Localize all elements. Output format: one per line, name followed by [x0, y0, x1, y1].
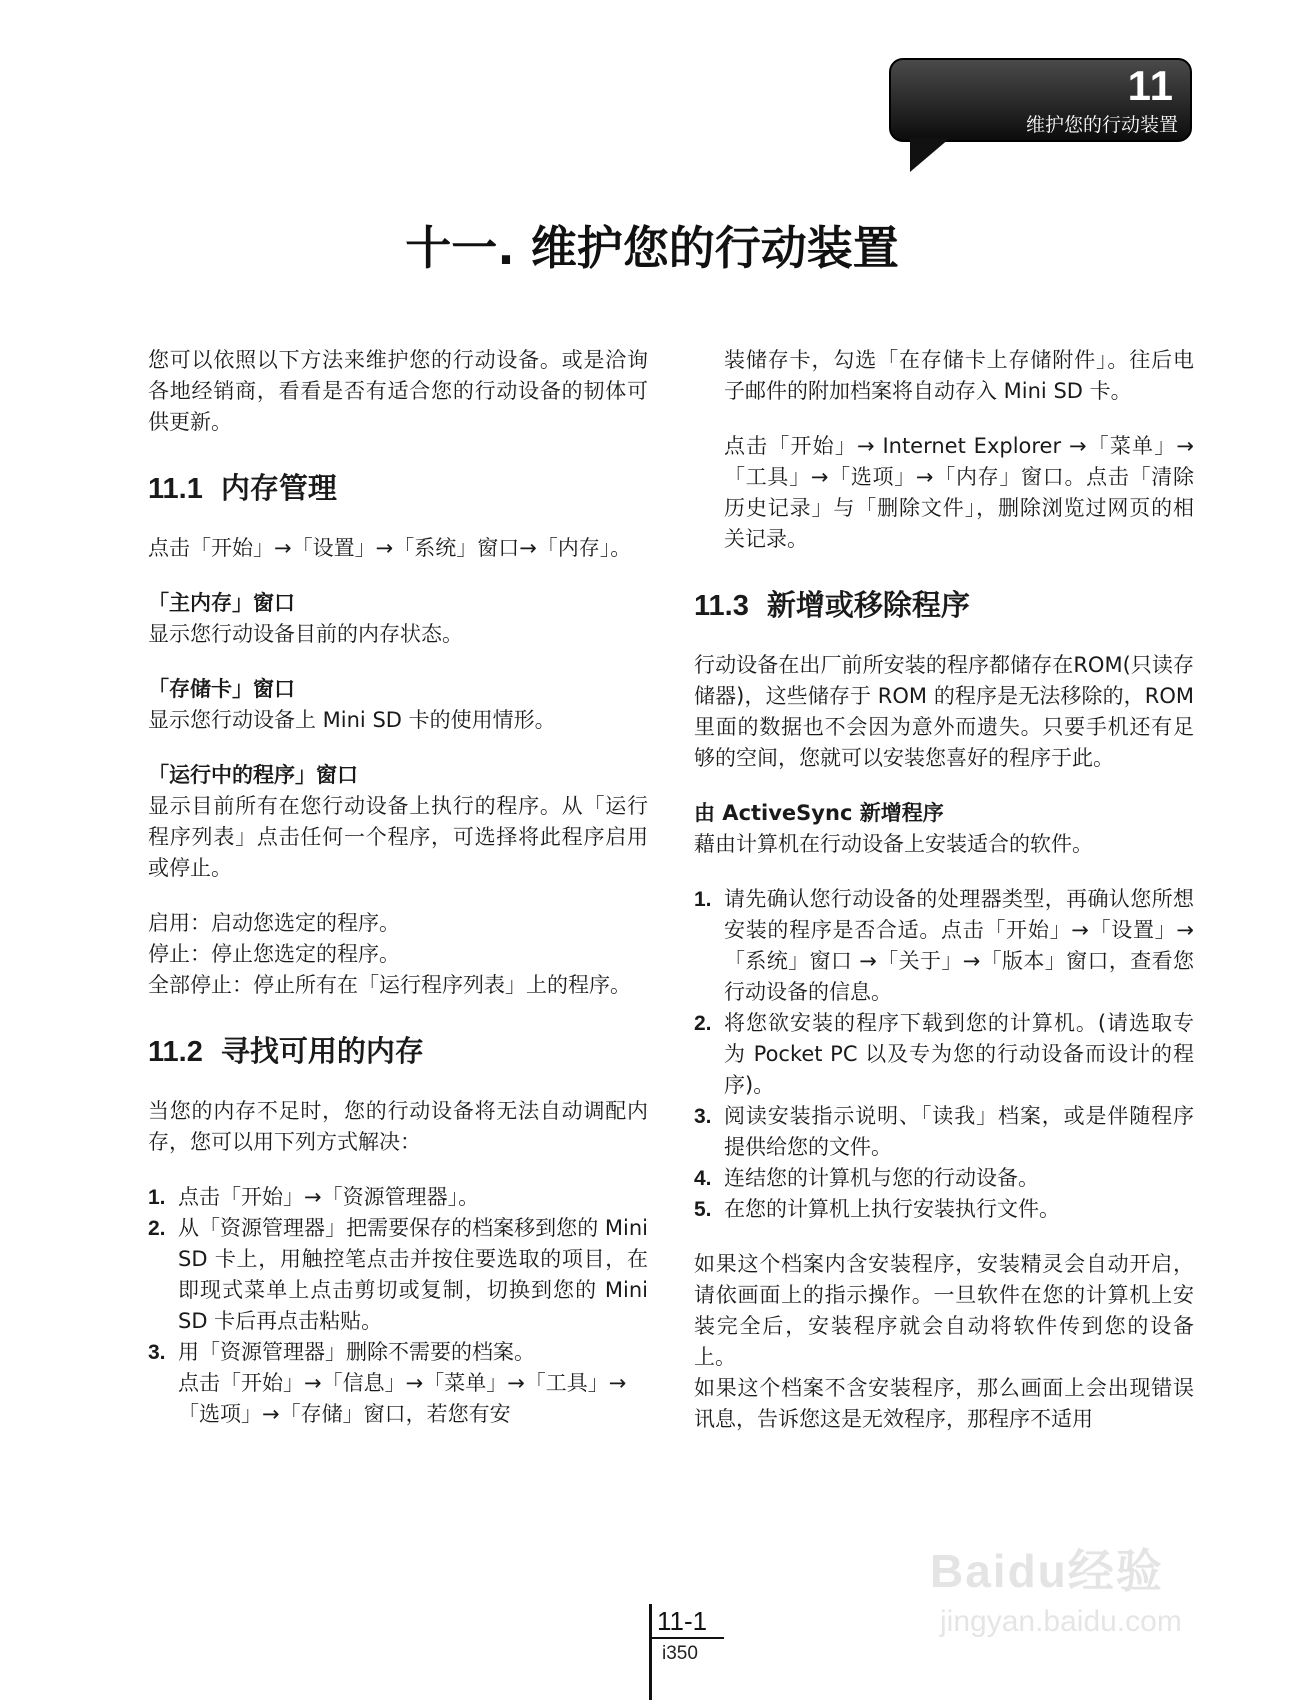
footer-divider — [649, 1604, 652, 1700]
chapter-label: 维护您的行动装置 — [1025, 114, 1178, 136]
page-number: 11-1 — [657, 1606, 708, 1636]
list-item: 3. 用「资源管理器」删除不需要的档案。 点击「开始」→「信息」→「菜单」→「工具」→「选项」→「存储」窗口，若您有安 — [148, 1340, 627, 1426]
find-memory-intro: 当您的内存不足时，您的行动设备将无法自动调配内存，您可以用下列方式解决： — [148, 1099, 648, 1154]
model-name: i350 — [662, 1643, 698, 1664]
add-remove-intro: 行动设备在出厂前所安装的程序都储存在ROM(只读存储器)，这些储存于 ROM 的程序是无法移除的，ROM 里面的数据也不会因为意外而遗失。只要手机还有足够的空间，您就可以安装您喜好的程序于此。 — [694, 653, 1194, 770]
watermark-logo: Baidu经验 — [930, 1545, 1164, 1597]
chapter-badge — [889, 58, 1192, 142]
storage-continuation: 装储存卡，勾选「在存储卡上存储附件」。往后电子邮件的附加档案将自动存入 Mini SD 卡。 — [724, 348, 1194, 403]
activesync-desc: 藉由计算机在行动设备上安装适合的软件。 — [694, 832, 1093, 856]
list-item: 1. 点击「开始」→「资源管理器」。 — [148, 1185, 480, 1209]
chapter-badge-tail — [910, 138, 950, 172]
activate-desc: 启用：启动您选定的程序。 — [148, 911, 400, 935]
right-column — [694, 345, 1194, 1435]
main-memory-title: 「主内存」窗口 — [148, 591, 295, 615]
list-item: 1. 请先确认您行动设备的处理器类型，再确认您所想安装的程序是否合适。点击「开始」→「设置」→「系统」窗口 →「关于」→「版本」窗口，查看您行动设备的信息。 — [694, 887, 1194, 1004]
running-programs-title: 「运行中的程序」窗口 — [148, 763, 358, 787]
list-item: 3. 阅读安装指示说明、「读我」档案，或是伴随程序提供给您的文件。 — [694, 1104, 1194, 1159]
find-memory-steps — [148, 1182, 648, 1430]
page-title: 十一. 维护您的行动装置 — [405, 221, 899, 275]
footer-rule — [652, 1637, 724, 1639]
left-column — [148, 345, 648, 1430]
stop-desc: 停止：停止您选定的程序。 — [148, 942, 400, 966]
intro-paragraph: 您可以依照以下方法来维护您的行动设备。或是洽询各地经销商，看看是否有适合您的行动设备的韧体可供更新。 — [148, 348, 648, 434]
stop-all-desc: 全部停止：停止所有在「运行程序列表」上的程序。 — [148, 973, 631, 997]
installer-paragraph: 如果这个档案内含安装程序，安装精灵会自动开启，请依画面上的指示操作。一旦软件在您的计算机上安装完全后，安装程序就会自动将软件传到您的设备上。 — [694, 1252, 1194, 1369]
ie-instructions: 点击「开始」→ Internet Explorer →「菜单」→ 「工具」→「选项」→「内存」窗口。点击「清除历史记录」与「删除文件」，删除浏览过网页的相关记录。 — [724, 434, 1194, 551]
list-item: 2. 从「资源管理器」把需要保存的档案移到您的 Mini SD 卡上，用触控笔点击并按住要选取的项目，在即现式菜单上点击剪切或复制，切换到您的 Mini SD 卡后再点击粘贴。 — [148, 1216, 648, 1333]
storage-card-desc: 显示您行动设备上 Mini SD 卡的使用情形。 — [148, 708, 556, 732]
activesync-title: 由 ActiveSync 新增程序 — [694, 801, 944, 825]
watermark — [930, 1535, 1230, 1655]
section-number: 11.2 — [148, 1036, 203, 1068]
section-title: 新增或移除程序 — [766, 588, 970, 622]
watermark-url: jingyan.baidu.com — [940, 1605, 1182, 1638]
section-11-2-heading — [148, 1031, 648, 1072]
list-item: 2. 将您欲安装的程序下载到您的计算机。(请选取专为 Pocket PC 以及专为您的行动设备而设计的程序)。 — [694, 1011, 1194, 1097]
section-11-3-heading — [694, 585, 1194, 626]
section-number: 11.3 — [694, 590, 749, 622]
no-installer-paragraph: 如果这个档案不含安装程序，那么画面上会出现错误讯息，告诉您这是无效程序，那程序不适用 — [694, 1376, 1194, 1431]
section-title: 内存管理 — [220, 471, 337, 505]
running-programs-desc: 显示目前所有在您行动设备上执行的程序。从「运行程序列表」点击任何一个程序，可选择将此程序启用或停止。 — [148, 794, 648, 880]
storage-card-title: 「存储卡」窗口 — [148, 677, 295, 701]
install-steps — [694, 884, 1194, 1225]
list-item: 5. 在您的计算机上执行安装执行文件。 — [694, 1197, 1060, 1221]
main-memory-desc: 显示您行动设备目前的内存状态。 — [148, 622, 463, 646]
list-item: 4. 连结您的计算机与您的行动设备。 — [694, 1166, 1039, 1190]
section-number: 11.1 — [148, 473, 203, 505]
memory-path: 点击「开始」→「设置」→「系统」窗口→「内存」。 — [148, 536, 632, 560]
chapter-number: 11 — [1127, 62, 1174, 109]
section-11-1-heading — [148, 468, 648, 509]
section-title: 寻找可用的内存 — [220, 1034, 424, 1068]
step3-continuation: 点击「开始」→「信息」→「菜单」→「工具」→「选项」→「存储」窗口，若您有安 — [178, 1371, 627, 1426]
